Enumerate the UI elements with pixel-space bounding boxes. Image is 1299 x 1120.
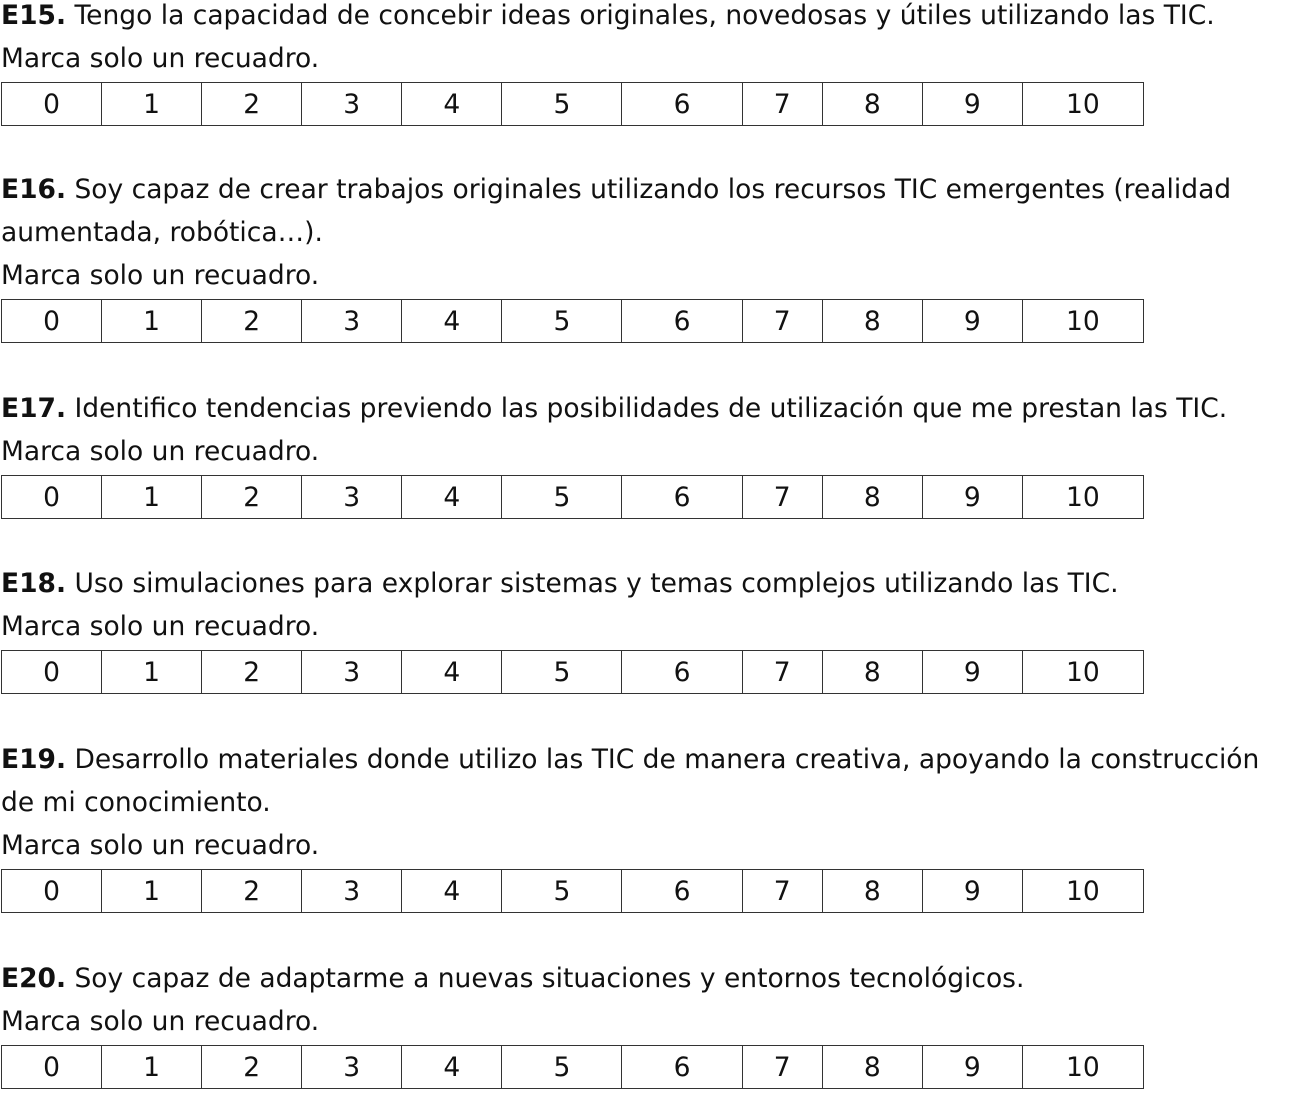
rating-option-8[interactable]: 8 [823,83,923,125]
rating-option-1[interactable]: 1 [102,476,202,518]
rating-option-3[interactable]: 3 [302,300,402,342]
rating-option-1[interactable]: 1 [102,300,202,342]
question-statement [1,738,1299,824]
rating-option-6[interactable]: 6 [622,870,742,912]
rating-option-0[interactable]: 0 [2,1046,102,1088]
rating-option-6[interactable]: 6 [622,476,742,518]
rating-option-7[interactable]: 7 [743,300,823,342]
rating-option-5[interactable]: 5 [502,870,622,912]
question-text: Tengo la capacidad de concebir ideas originales, novedosas y útiles utilizando las TIC. [74,0,1215,31]
question-e20 [1,957,1299,1089]
rating-option-5[interactable]: 5 [502,83,622,125]
rating-option-7[interactable]: 7 [743,1046,823,1088]
rating-option-3[interactable]: 3 [302,83,402,125]
rating-option-3[interactable]: 3 [302,1046,402,1088]
rating-option-3[interactable]: 3 [302,651,402,693]
rating-option-3[interactable]: 3 [302,476,402,518]
instruction-text: Marca solo un recuadro. [1,260,320,291]
question-text: Identifico tendencias previendo las posibilidades de utilización que me prestan las TIC. [74,393,1228,424]
rating-option-2[interactable]: 2 [202,1046,302,1088]
rating-option-3[interactable]: 3 [302,870,402,912]
rating-option-7[interactable]: 7 [743,870,823,912]
rating-option-8[interactable]: 8 [823,870,923,912]
rating-option-0[interactable]: 0 [2,300,102,342]
rating-scale [1,299,1144,343]
rating-option-2[interactable]: 2 [202,476,302,518]
rating-option-8[interactable]: 8 [823,651,923,693]
rating-option-4[interactable]: 4 [402,300,502,342]
rating-option-5[interactable]: 5 [502,1046,622,1088]
rating-option-9[interactable]: 9 [923,651,1023,693]
rating-scale [1,82,1144,126]
question-statement [1,957,1299,1000]
rating-option-1[interactable]: 1 [102,870,202,912]
rating-option-6[interactable]: 6 [622,300,742,342]
rating-option-0[interactable]: 0 [2,651,102,693]
question-text: Uso simulaciones para explorar sistemas y temas complejos utilizando las TIC. [74,568,1119,599]
rating-option-0[interactable]: 0 [2,870,102,912]
rating-option-1[interactable]: 1 [102,651,202,693]
question-statement [1,168,1299,254]
rating-option-2[interactable]: 2 [202,83,302,125]
rating-option-4[interactable]: 4 [402,1046,502,1088]
question-id: E16. [1,174,67,205]
instruction-text: Marca solo un recuadro. [1,611,320,642]
rating-option-2[interactable]: 2 [202,870,302,912]
rating-option-10[interactable]: 10 [1066,305,1100,337]
instruction-text: Marca solo un recuadro. [1,43,320,74]
rating-scale [1,1045,1144,1089]
question-e17 [1,387,1299,519]
question-id: E17. [1,393,67,424]
rating-option-1[interactable]: 1 [102,83,202,125]
rating-option-4[interactable]: 4 [402,651,502,693]
instruction-text: Marca solo un recuadro. [1,830,320,861]
rating-scale [1,475,1144,519]
question-text: Soy capaz de crear trabajos originales utilizando los recursos TIC emergentes (realidad aumentada, robótica…). [1,174,1232,248]
rating-option-2[interactable]: 2 [202,300,302,342]
question-e18 [1,562,1299,694]
question-statement [1,387,1299,430]
rating-option-7[interactable]: 7 [743,476,823,518]
rating-option-8[interactable]: 8 [823,300,923,342]
instruction-text: Marca solo un recuadro. [1,1006,320,1037]
question-id: E15. [1,0,67,31]
question-statement [1,0,1299,37]
rating-scale [1,650,1144,694]
rating-option-9[interactable]: 9 [923,1046,1023,1088]
rating-option-6[interactable]: 6 [622,651,742,693]
question-statement [1,562,1299,605]
question-text: Desarrollo materiales donde utilizo las TIC de manera creativa, apoyando la construcción de mi conocimiento. [1,744,1260,818]
rating-option-9[interactable]: 9 [923,300,1023,342]
rating-option-2[interactable]: 2 [202,651,302,693]
rating-option-10[interactable]: 10 [1066,88,1100,120]
rating-option-4[interactable]: 4 [402,870,502,912]
question-e19 [1,738,1299,913]
rating-option-9[interactable]: 9 [923,83,1023,125]
rating-option-9[interactable]: 9 [923,476,1023,518]
rating-option-1[interactable]: 1 [102,1046,202,1088]
rating-option-4[interactable]: 4 [402,83,502,125]
rating-option-5[interactable]: 5 [502,651,622,693]
question-text: Soy capaz de adaptarme a nuevas situaciones y entornos tecnológicos. [74,963,1025,994]
rating-option-10[interactable]: 10 [1066,1051,1100,1083]
rating-option-8[interactable]: 8 [823,476,923,518]
question-id: E19. [1,744,67,775]
rating-option-7[interactable]: 7 [743,83,823,125]
rating-scale [1,869,1144,913]
question-e16 [1,168,1299,343]
rating-option-10[interactable]: 10 [1066,875,1100,907]
rating-option-6[interactable]: 6 [622,1046,742,1088]
rating-option-5[interactable]: 5 [502,300,622,342]
rating-option-10[interactable]: 10 [1066,481,1100,513]
question-id: E18. [1,568,67,599]
rating-option-6[interactable]: 6 [622,83,742,125]
rating-option-9[interactable]: 9 [923,870,1023,912]
question-e15 [1,0,1299,126]
question-id: E20. [1,963,67,994]
rating-option-4[interactable]: 4 [402,476,502,518]
rating-option-7[interactable]: 7 [743,651,823,693]
instruction-text: Marca solo un recuadro. [1,436,320,467]
rating-option-0[interactable]: 0 [2,83,102,125]
rating-option-0[interactable]: 0 [2,476,102,518]
rating-option-10[interactable]: 10 [1066,656,1100,688]
rating-option-8[interactable]: 8 [823,1046,923,1088]
rating-option-5[interactable]: 5 [502,476,622,518]
